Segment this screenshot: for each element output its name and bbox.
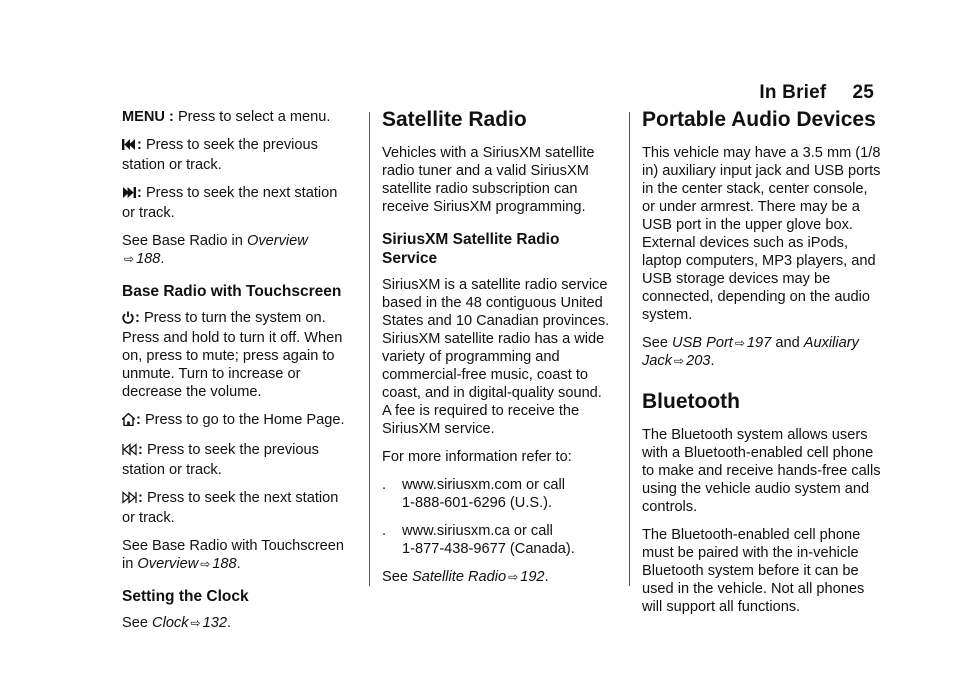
touch-seek-previous-paragraph bbox=[122, 441, 354, 479]
seek-next-icon bbox=[122, 186, 136, 204]
in-word: in bbox=[122, 556, 134, 572]
seek-next-description: Press to seek the next station or track. bbox=[122, 185, 338, 221]
home-paragraph bbox=[122, 411, 354, 431]
menu-description: Press to select a menu. bbox=[177, 109, 331, 125]
power-paragraph bbox=[122, 309, 354, 401]
see-base-radio-touchscreen bbox=[122, 537, 354, 573]
home-icon bbox=[122, 413, 135, 431]
column-1 bbox=[122, 108, 354, 642]
bullet-dot: . bbox=[382, 523, 387, 539]
seek-previous-description: Press to seek the previous station or track. bbox=[122, 137, 318, 173]
bullet-dot: . bbox=[382, 477, 387, 493]
page-ref-132[interactable]: 132 bbox=[202, 615, 227, 631]
overview-link[interactable]: Overview bbox=[137, 556, 199, 572]
touch-seek-previous-description: Press to seek the previous station or track. bbox=[122, 442, 319, 478]
column-divider-2 bbox=[629, 112, 630, 586]
seek-previous-paragraph bbox=[122, 136, 354, 174]
base-radio-touchscreen-title: Base Radio with Touchscreen bbox=[152, 538, 345, 554]
period: . bbox=[226, 615, 232, 631]
seek-previous-colon: : bbox=[137, 137, 142, 153]
page-ref-192[interactable]: 192 bbox=[520, 569, 545, 585]
bullet-text bbox=[402, 476, 610, 512]
us-phone: 1-888-601-6296 (U.S.). bbox=[402, 495, 553, 511]
clock-paragraph bbox=[122, 614, 354, 632]
siriusxm-canada-link[interactable]: www.siriusxm.ca or call bbox=[402, 523, 553, 539]
satellite-radio-link[interactable]: Satellite Radio bbox=[412, 569, 507, 585]
satellite-intro: Vehicles with a SiriusXM satellite radio tuner and a valid SiriusXM satellite radio subscription can receive SiriusXM programming. bbox=[382, 145, 595, 215]
home-colon: : bbox=[136, 412, 141, 428]
see-label: See bbox=[122, 615, 148, 631]
heading-bluetooth: Bluetooth bbox=[642, 390, 740, 413]
touch-seek-next-description: Press to seek the next station or track. bbox=[122, 490, 339, 526]
see-label: See bbox=[122, 233, 148, 249]
home-description: Press to go to the Home Page. bbox=[144, 412, 345, 428]
bullet-text bbox=[402, 522, 610, 558]
touch-seek-previous-icon bbox=[122, 443, 137, 461]
heading-portable-audio-devices: Portable Audio Devices bbox=[642, 108, 876, 131]
period: . bbox=[544, 569, 549, 585]
section-title: In Brief bbox=[759, 82, 827, 103]
auxiliary-jack-link[interactable]: Auxiliary Jack bbox=[642, 335, 859, 369]
seek-previous-icon bbox=[122, 138, 136, 156]
period: . bbox=[236, 556, 241, 572]
more-info-paragraph: For more information refer to: bbox=[382, 449, 572, 465]
heading-siriusxm-service: SiriusXM Satellite Radio Service bbox=[382, 231, 560, 267]
column-divider-1 bbox=[369, 112, 370, 586]
bluetooth-paragraph-1: The Bluetooth system allows users with a Bluetooth-enabled cell phone to make and receive hands-free calls using the vehicle audio system and controls. bbox=[642, 427, 881, 515]
menu-paragraph bbox=[122, 108, 354, 126]
bluetooth-paragraph-2: The Bluetooth-enabled cell phone must be paired with the in-vehicle Bluetooth system before it can be used in the vehicle. Not all phones will support all functions. bbox=[642, 527, 865, 615]
overview-link[interactable]: Overview bbox=[246, 233, 308, 249]
canada-phone: 1-877-438-9677 (Canada). bbox=[402, 541, 575, 557]
page-ref-188[interactable]: 188 bbox=[212, 556, 237, 572]
page-ref-197[interactable]: 197 bbox=[746, 335, 772, 351]
touch-seek-previous-colon: : bbox=[138, 442, 143, 458]
base-radio-title: Base Radio bbox=[152, 233, 228, 249]
page-ref-arrow-icon: ⇨ bbox=[734, 336, 745, 350]
service-paragraph: SiriusXM is a satellite radio service based in the 48 contiguous United States and 10 Canadian provinces. SiriusXM satellite radio has a wide variety of programming and commercial-free music, coast to coast, and in digital-quality sound. A fee is required to receive the SiriusXM service. bbox=[382, 277, 610, 437]
in-word: in bbox=[231, 233, 243, 249]
column-3 bbox=[642, 108, 882, 626]
seek-next-paragraph bbox=[122, 184, 354, 222]
page-ref-arrow-icon: ⇨ bbox=[508, 570, 519, 584]
touch-seek-next-icon bbox=[122, 491, 137, 509]
page-number: 25 bbox=[852, 82, 874, 103]
see-satellite-radio bbox=[382, 568, 610, 586]
portable-paragraph: This vehicle may have a 3.5 mm (1/8 in) auxiliary input jack and USB ports in the center stack, center console, or under armrest. There may be a USB port in the upper glove box. External devices such as iPods, laptop computers, MP3 players, and USB storage devices may be connected, depending on the audio system. bbox=[642, 145, 881, 323]
page-ref-arrow-icon: ⇨ bbox=[124, 252, 135, 266]
power-colon: : bbox=[135, 310, 140, 326]
see-usb-aux bbox=[642, 334, 882, 370]
page-ref-arrow-icon: ⇨ bbox=[190, 616, 201, 630]
page-ref-arrow-icon: ⇨ bbox=[200, 557, 211, 571]
clock-link[interactable]: Clock bbox=[152, 615, 189, 631]
power-description: Press to turn the system on. Press and hold to turn it off. When on, press to mute; press again to unmute. Turn to increase or decrease the volume. bbox=[122, 310, 343, 400]
heading-setting-the-clock: Setting the Clock bbox=[122, 588, 249, 605]
column-2 bbox=[382, 108, 610, 596]
see-label: See bbox=[642, 335, 668, 351]
see-label: See bbox=[122, 538, 148, 554]
list-item bbox=[382, 476, 610, 512]
siriusxm-us-link[interactable]: www.siriusxm.com or call bbox=[402, 477, 565, 493]
page-ref-188[interactable]: 188 bbox=[136, 251, 161, 267]
period: . bbox=[160, 251, 165, 267]
page-header bbox=[759, 82, 874, 104]
heading-satellite-radio: Satellite Radio bbox=[382, 108, 527, 131]
heading-base-radio-touchscreen: Base Radio with Touchscreen bbox=[122, 283, 342, 300]
list-item bbox=[382, 522, 610, 558]
page-ref-arrow-icon: ⇨ bbox=[674, 354, 685, 368]
and-word: and bbox=[775, 335, 800, 351]
touch-seek-next-colon: : bbox=[138, 490, 143, 506]
see-base-radio bbox=[122, 232, 354, 268]
seek-next-colon: : bbox=[137, 185, 142, 201]
power-icon bbox=[122, 311, 134, 329]
period: . bbox=[710, 353, 715, 369]
menu-key-label: MENU : bbox=[122, 109, 174, 125]
page-ref-203[interactable]: 203 bbox=[686, 353, 711, 369]
touch-seek-next-paragraph bbox=[122, 489, 354, 527]
usb-port-link[interactable]: USB Port bbox=[672, 335, 733, 351]
see-label: See bbox=[382, 569, 408, 585]
